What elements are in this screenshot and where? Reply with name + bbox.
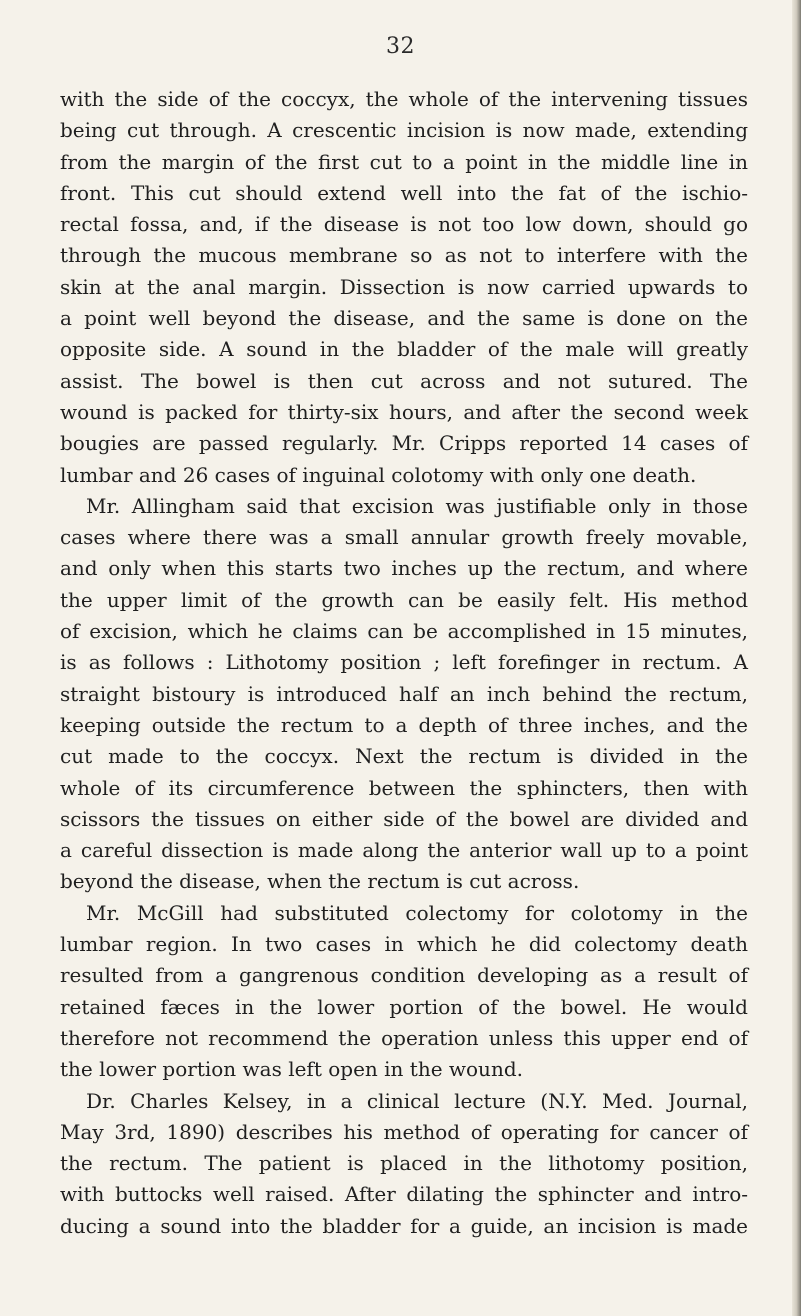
text-line: Mr. Allingham said that excision was justifiable only in those xyxy=(86,493,748,518)
text-line: wound is packed for thirty-six hours, and after the second week xyxy=(60,399,748,424)
text-line: scissors the tissues on either side of the bowel are divided and xyxy=(60,806,748,831)
text-line: ducing a sound into the bladder for a guide, an incision is made xyxy=(60,1213,748,1238)
text-line: opposite side. A sound in the bladder of the male will greatly xyxy=(60,337,748,362)
body-text xyxy=(60,84,748,1242)
text-line: the upper limit of the growth can be easily felt. His method xyxy=(60,587,748,612)
text-line: a careful dissection is made along the anterior wall up to a point xyxy=(60,838,748,863)
page-edge-shadow xyxy=(792,0,801,1316)
text-line: skin at the anal margin. Dissection is now carried upwards to xyxy=(60,274,748,299)
text-line: a point well beyond the disease, and the same is done on the xyxy=(60,306,748,331)
text-line: Dr. Charles Kelsey, in a clinical lecture (N.Y. Med. Journal, xyxy=(86,1088,748,1113)
text-line: whole of its circumference between the sphincters, then with xyxy=(60,775,748,800)
text-line: straight bistoury is introduced half an inch behind the rectum, xyxy=(60,681,748,706)
text-line: May 3rd, 1890) describes his method of operating for cancer of xyxy=(60,1119,748,1144)
text-line: rectal fossa, and, if the disease is not too low down, should go xyxy=(60,212,748,237)
text-line: cut made to the coccyx. Next the rectum is divided in the xyxy=(60,744,748,769)
text-line: keeping outside the rectum to a depth of three inches, and the xyxy=(60,712,748,737)
text-line: lumbar and 26 cases of inguinal colotomy with only one death. xyxy=(60,462,697,487)
text-line: resulted from a gangrenous condition developing as a result of xyxy=(60,963,748,988)
text-line: cases where there was a small annular growth freely movable, xyxy=(60,525,748,550)
page-number: 32 xyxy=(386,34,415,59)
text-line: therefore not recommend the operation unless this upper end of xyxy=(60,1025,748,1050)
text-line: beyond the disease, when the rectum is cut across. xyxy=(60,869,580,894)
text-line: of excision, which he claims can be accomplished in 15 minutes, xyxy=(60,619,748,644)
text-line: front. This cut should extend well into the fat of the ischio- xyxy=(60,180,748,205)
text-line: being cut through. A crescentic incision is now made, extending xyxy=(60,118,748,143)
text-line: Mr. McGill had substituted colectomy for colotomy in the xyxy=(86,900,748,925)
text-line: and only when this starts two inches up the rectum, and where xyxy=(60,556,748,581)
text-line: from the margin of the first cut to a point in the middle line in xyxy=(60,149,748,174)
text-line: is as follows : Lithotomy position ; left forefinger in rectum. A xyxy=(60,650,748,675)
text-line: with buttocks well raised. After dilating the sphincter and intro- xyxy=(60,1182,748,1207)
text-line: the lower portion was left open in the wound. xyxy=(60,1057,523,1082)
text-line: retained fæces in the lower portion of the bowel. He would xyxy=(60,994,748,1019)
text-line: the rectum. The patient is placed in the lithotomy position, xyxy=(60,1151,748,1176)
text-line: through the mucous membrane so as not to interfere with the xyxy=(60,243,748,268)
text-line: assist. The bowel is then cut across and not sutured. The xyxy=(60,368,748,393)
text-line: with the side of the coccyx, the whole of the intervening tissues xyxy=(60,87,748,111)
text-line: bougies are passed regularly. Mr. Cripps reported 14 cases of xyxy=(60,431,748,456)
text-line: lumbar region. In two cases in which he did colectomy death xyxy=(60,932,748,957)
